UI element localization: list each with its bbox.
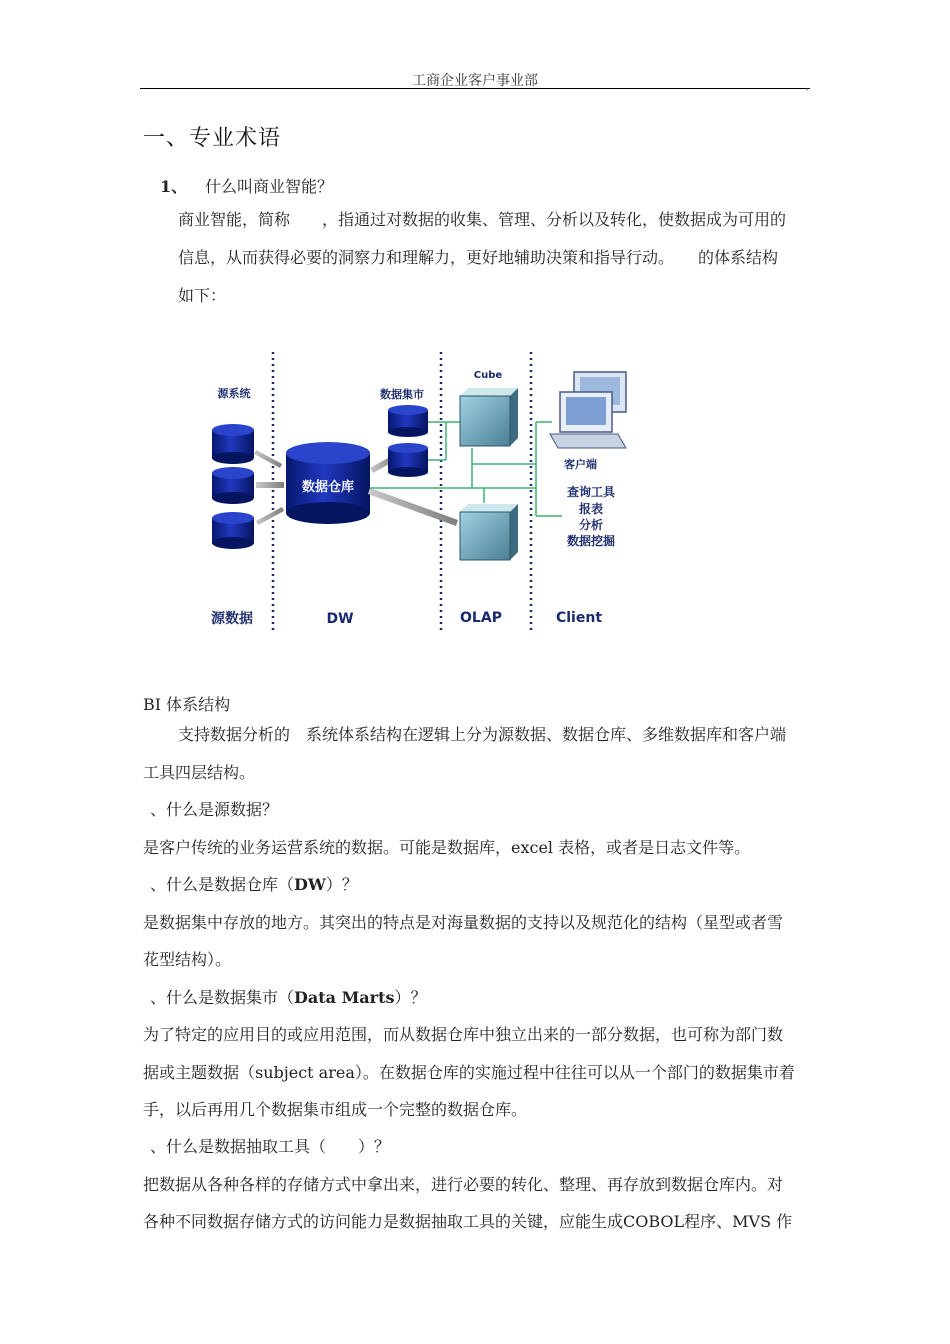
layer-label: 源数据 (211, 611, 253, 627)
answer-line: 各种不同数据存储方式的访问能力是数据抽取工具的关键，应能生成COBOL程序、MVS 作 (143, 1212, 793, 1231)
definition-paragraph (178, 201, 818, 315)
cube-label: Cube (473, 370, 503, 381)
intro-line: 工具四层结构。 (143, 763, 256, 782)
section-heading: 一、专业术语 (143, 126, 282, 151)
data-mart-icon (388, 443, 428, 477)
cube-icon (460, 388, 518, 446)
cube-icon (460, 504, 518, 560)
data-mart-label: 数据集市 (380, 388, 424, 401)
client-computer-icon (550, 372, 626, 448)
answer-line: 为了特定的应用目的或应用范围，而从数据仓库中独立出来的一部分数据，也可称为部门数 (143, 1025, 784, 1044)
question-title: 什么叫商业智能？ (205, 177, 334, 196)
question-heading: 、什么是数据仓库（DW）？ (150, 875, 358, 894)
tool-label: 分析 (578, 518, 604, 532)
source-db-icon (212, 424, 254, 464)
client-label: 客户端 (564, 458, 597, 471)
tool-label: 查询工具 (566, 485, 616, 499)
definition-line: 如下： (178, 286, 227, 305)
source-db-icon (212, 512, 254, 549)
question-heading: 、什么是数据集市（Data Marts）？ (150, 988, 427, 1007)
answer-line: 据或主题数据（subject area）。在数据仓库的实施过程中往往可以从一个部门的数据集市着 (143, 1063, 795, 1082)
intro-line: 支持数据分析的 系统体系结构在逻辑上分为源数据、数据仓库、多维数据库和客户端 (178, 725, 787, 744)
source-system-label: 源系统 (217, 387, 251, 400)
data-mart-icon (388, 405, 428, 437)
tool-label: 数据挖掘 (566, 534, 616, 548)
answer-line: 手，以后再用几个数据集市组成一个完整的数据仓库。 (143, 1100, 528, 1119)
warehouse-label: 数据仓库 (301, 480, 355, 495)
definition-line: 信息，从而获得必要的洞察力和理解力，更好地辅助决策和指导行动。 的体系结构 (178, 248, 779, 267)
page-header: 工商企业客户事业部 (412, 73, 538, 89)
tool-label: 报表 (578, 502, 604, 516)
figure-caption: BI 体系结构 (143, 695, 231, 714)
source-db-icon (212, 467, 254, 504)
layer-label: Client (555, 610, 603, 626)
question-number: 1、 (160, 177, 188, 196)
answer-line: 花型结构）。 (143, 950, 232, 969)
header-mark: , (806, 81, 810, 92)
definition-line: 商业智能，简称 ，指通过对数据的收集、管理、分析以及转化，使数据成为可用的 (178, 210, 787, 229)
answer-line: 是客户传统的业务运营系统的数据。可能是数据库，excel 表格，或者是日志文件等。 (143, 838, 751, 857)
question-heading: 、什么是源数据？ (150, 800, 279, 819)
layer-label: OLAP (460, 610, 502, 626)
answer-line: 是数据集中存放的地方。其突出的特点是对海量数据的支持以及规范化的结构（星型或者雪 (143, 913, 784, 932)
header-rule (140, 88, 810, 89)
question-heading: 、什么是数据抽取工具（ ）？ (150, 1137, 391, 1156)
bi-architecture-diagram (190, 340, 650, 640)
answer-line: 把数据从各种各样的存储方式中拿出来，进行必要的转化、整理、再存放到数据仓库内。对 (143, 1175, 784, 1194)
layer-label: DW (326, 611, 354, 627)
